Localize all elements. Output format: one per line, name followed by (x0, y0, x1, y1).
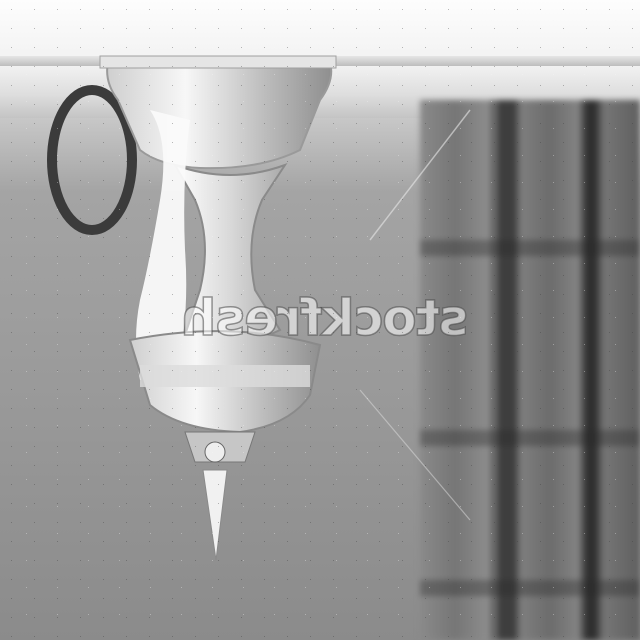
stockfresh-watermark: stockfresh (181, 289, 469, 347)
